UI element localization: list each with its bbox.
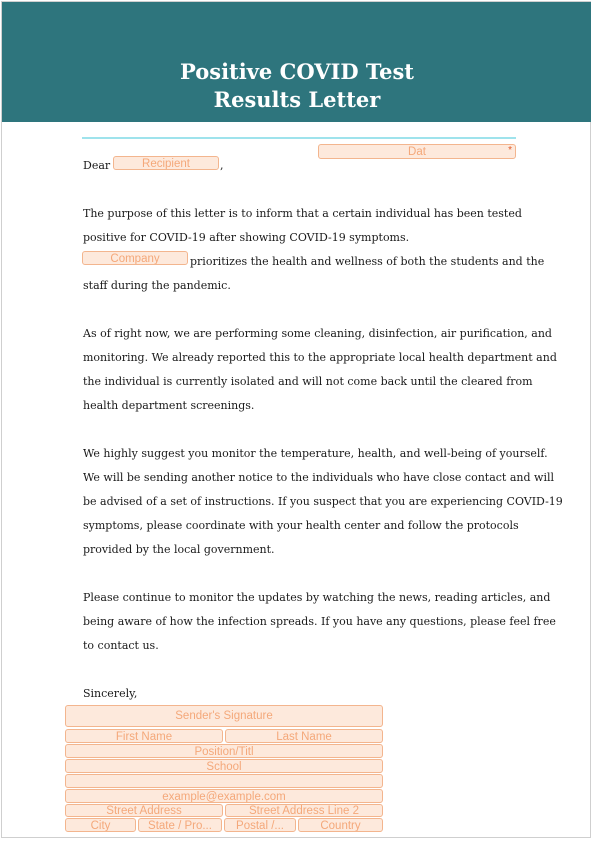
date-field-placeholder: Dat xyxy=(408,146,426,158)
paragraph-1-line-1: The purpose of this letter is to inform that a certain individual has been tested xyxy=(83,207,522,220)
recipient-field[interactable]: Recipient xyxy=(113,156,219,170)
paragraph-2-line-1: As of right now, we are performing some cleaning, disinfection, air purification, and xyxy=(83,327,552,340)
paragraph-2-line-2: monitoring. We already reported this to the appropriate local health department and xyxy=(83,351,557,364)
city-field[interactable]: City xyxy=(65,818,136,832)
email-field[interactable]: example@example.com xyxy=(65,789,383,803)
paragraph-3-line-4: symptoms, please coordinate with your health center and follow the protocols xyxy=(83,519,519,532)
required-mark: * xyxy=(508,145,512,156)
first-name-field[interactable]: First Name xyxy=(65,729,223,743)
paragraph-4-line-2: being aware of how the infection spreads. If you have any questions, please feel free xyxy=(83,615,556,628)
last-name-field[interactable]: Last Name xyxy=(225,729,383,743)
street-address-field[interactable]: Street Address xyxy=(65,804,223,817)
street-address-line-2-field[interactable]: Street Address Line 2 xyxy=(225,804,383,817)
closing: Sincerely, xyxy=(83,687,138,700)
divider-rule xyxy=(82,137,516,139)
paragraph-3-line-2: We will be sending another notice to the individuals who have close contact and will xyxy=(83,471,554,484)
paragraph-4-line-3: to contact us. xyxy=(83,639,159,652)
paragraph-3-line-3: be advised of a set of instructions. If you suspect that you are experiencing COVID-19 xyxy=(83,495,563,508)
paragraph-3-line-5: provided by the local government. xyxy=(83,543,275,556)
position-field[interactable]: Position/Titl xyxy=(65,744,383,758)
signature-field[interactable]: Sender's Signature xyxy=(65,705,383,727)
paragraph-2-line-3: the individual is currently isolated and will not come back until the cleared from xyxy=(83,375,533,388)
date-field[interactable] xyxy=(318,144,516,159)
school-field[interactable]: School xyxy=(65,759,383,773)
paragraph-1-line-2: positive for COVID-19 after showing COVID-19 symptoms. xyxy=(83,231,410,244)
paragraph-1-line-4: staff during the pandemic. xyxy=(83,279,231,292)
salutation: Dear xyxy=(83,159,111,172)
paragraph-2-line-4: health department screenings. xyxy=(83,399,255,412)
country-field[interactable]: Country xyxy=(298,818,383,832)
blank-field[interactable] xyxy=(65,774,383,788)
postal-field[interactable]: Postal /... xyxy=(224,818,296,832)
title-line-1: Positive COVID Test xyxy=(180,59,414,84)
paragraph-1-line-3: prioritizes the health and wellness of both the students and the xyxy=(190,255,545,268)
salutation-comma: , xyxy=(220,159,224,172)
paragraph-3-line-1: We highly suggest you monitor the temperature, health, and well-being of yourself. xyxy=(83,447,548,460)
company-field[interactable]: Company xyxy=(82,251,188,265)
paragraph-4-line-1: Please continue to monitor the updates by watching the news, reading articles, and xyxy=(83,591,551,604)
title-line-2: Results Letter xyxy=(213,87,381,112)
state-field[interactable]: State / Pro... xyxy=(138,818,222,832)
